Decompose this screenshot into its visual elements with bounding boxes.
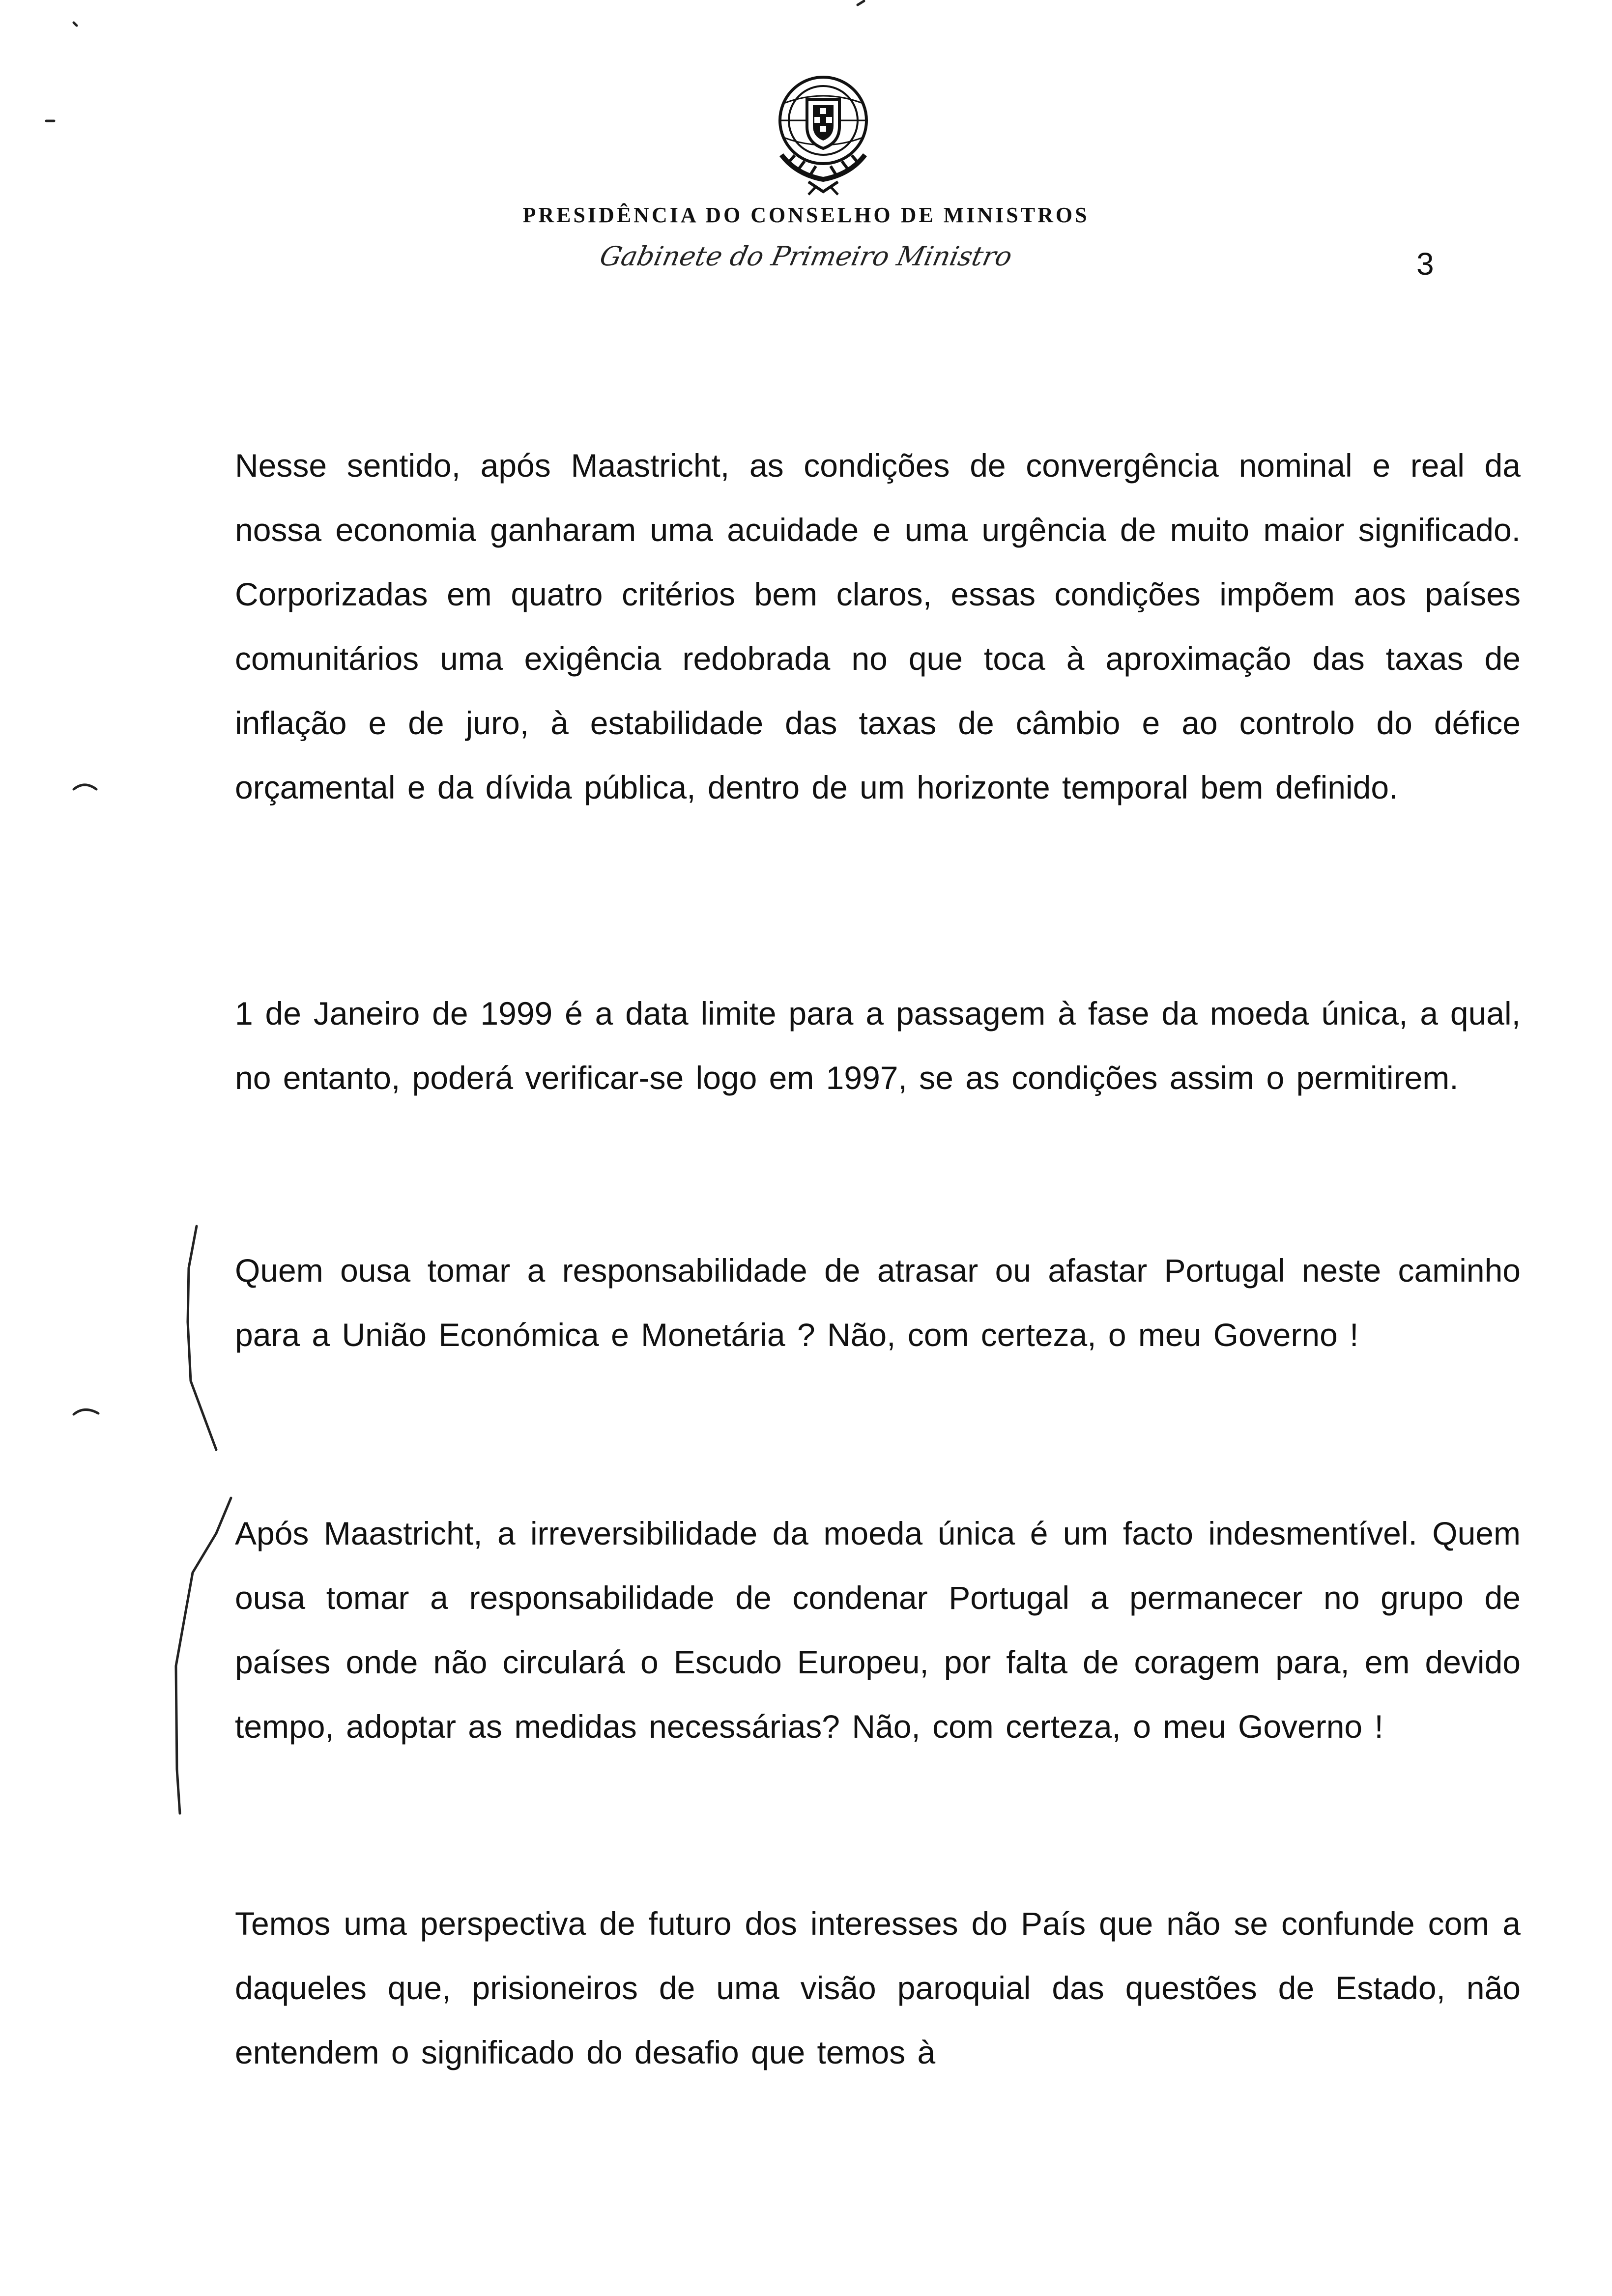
margin-bracket-mark <box>188 1226 216 1450</box>
paragraph: Após Maastricht, a irreversibilidade da moeda única é um facto indesmentível. Quem ousa tomar a responsabilidade de condenar Portugal a permanecer no grupo de países onde não circulará o Escudo Europeu, por falta de coragem para, em devido tempo, adoptar as medidas necessárias? Não, com certeza, o meu Governo ! <box>235 1515 1521 1745</box>
margin-tick-mark <box>74 1409 98 1414</box>
margin-tick-mark <box>74 785 96 789</box>
office-subtitle: Gabinete do Primeiro Ministro <box>597 241 1015 272</box>
coat-of-arms-icon <box>762 69 885 197</box>
paragraph: 1 de Janeiro de 1999 é a data limite para a passagem à fase da moeda única, a qual, no entanto, poderá verificar-se logo em 1997, se as condições assim o permitirem. <box>235 995 1521 1096</box>
paragraph: Nesse sentido, após Maastricht, as condições de convergência nominal e real da nossa economia ganharam uma acuidade e uma urgência de muito maior significado. Corporizadas em quatro critérios bem claros, essas condições impõem aos países comunitários uma exigência redobrada no que toca à aproximação das taxas de inflação e de juro, à estabilidade das taxas de câmbio e ao controlo do défice orçamental e da dívida pública, dentro de um horizonte temporal bem definido. <box>235 447 1521 805</box>
page-number: 3 <box>1416 246 1434 282</box>
paragraph: Temos uma perspectiva de futuro dos interesses do País que não se confunde com a daqueles que, prisioneiros de uma visão paroquial das questões de Estado, não entendem o significado do desafio que temos à <box>235 1905 1521 2070</box>
margin-bracket-mark <box>176 1498 231 1813</box>
corner-mark <box>858 1 864 5</box>
corner-mark <box>74 23 77 26</box>
office-name: PRESIDÊNCIA DO CONSELHO DE MINISTROS <box>522 203 1090 227</box>
paragraph: Quem ousa tomar a responsabilidade de atrasar ou afastar Portugal neste caminho para a União Económica e Monetária ? Não, com certeza, o meu Governo ! <box>235 1252 1521 1353</box>
